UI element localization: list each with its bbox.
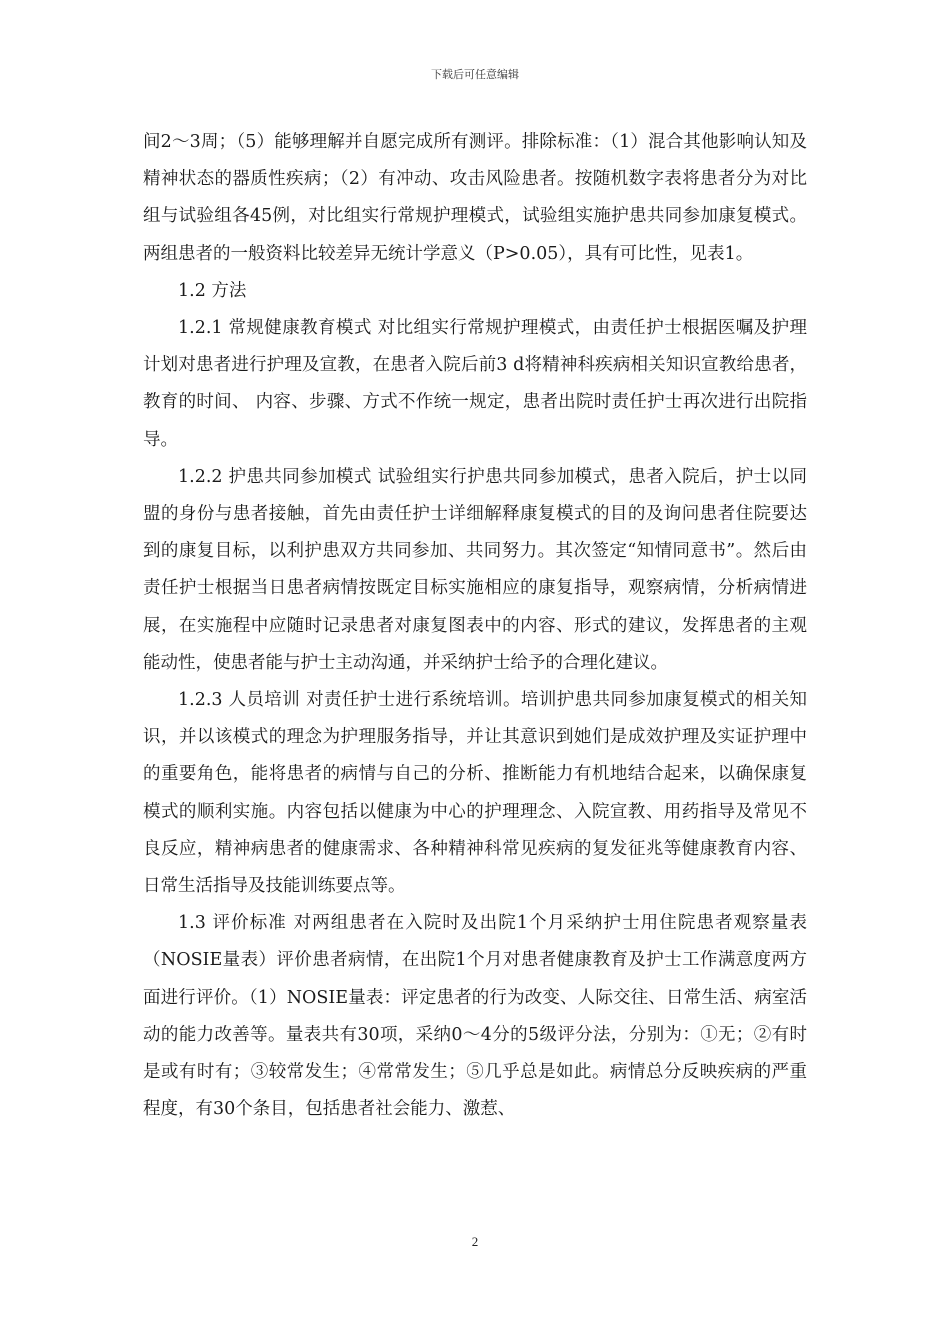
paragraph-continuation: 间2～3周；（5）能够理解并自愿完成所有测评。排除标准：（1）混合其他影响认知及精神状态的器质性疾病；（2）有冲动、攻击风险患者。按随机数字表将患者分为对比组与试验组各45例，对比组实行常规护理模式，试验组实施护患共同参加康复模式。两组患者的一般资料比较差异无统计学意义（P>0.05），具有可比性，见表1。 <box>143 132 807 264</box>
paragraph-staff-training: 1.2.3 人员培训 对责任护士进行系统培训。培训护患共同参加康复模式的相关知识，并以该模式的理念为护理服务指导，并让其意识到她们是成效护理及实证护理中的重要角色，能将患者的病情与自己的分析、推断能力有机地结合起来，以确保康复模式的顺利实施。内容包括以健康为中心的护理理念、入院宣教、用药指导及常见不良反应，精神病患者的健康需求、各种精神科常见疾病的复发征兆等健康教育内容、日常生活指导及技能训练要点等。 <box>143 690 807 897</box>
page-number: 2 <box>471 1234 479 1249</box>
page-header: 下载后可任意编辑 <box>431 68 519 81</box>
section-heading-methods: 1.2 方法 <box>178 280 247 301</box>
paragraph-joint-participation: 1.2.2 护患共同参加模式 试验组实行护患共同参加模式，患者入院后，护士以同盟的身份与患者接触，首先由责任护士详细解释康复模式的目的及询问患者住院要达到的康复目标，以利护患双方共同参加、共同努力。其次签定“知情同意书”。然后由责任护士根据当日患者病情按既定目标实施相应的康复指导，观察病情，分析病情进展，在实施程中应随时记录患者对康复图表中的内容、形式的建议，发挥患者的主观能动性，使患者能与护士主动沟通，并采纳护士给予的合理化建议。 <box>143 466 807 673</box>
paragraph-evaluation-criteria: 1.3 评价标准 对两组患者在入院时及出院1个月采纳护士用住院患者观察量表（NOSIE量表）评价患者病情，在出院1个月对患者健康教育及护士工作满意度两方面进行评价。（1）NOSIE量表：评定患者的行为改变、人际交往、日常生活、病室活动的能力改善等。量表共有30项，采纳0～4分的5级评分法，分别为：①无；②有时是或有时有；③较常发生；④常常发生；⑤几乎总是如此。病情总分反映疾病的严重程度，有30个条目，包括患者社会能力、激惹、 <box>143 913 807 1120</box>
document-body <box>143 124 807 1128</box>
paragraph-routine-education: 1.2.1 常规健康教育模式 对比组实行常规护理模式，由责任护士根据医嘱及护理计划对患者进行护理及宣教，在患者入院后前3 d将精神科疾病相关知识宣教给患者，教育的时间、 内容、步骤、方式不作统一规定，患者出院时责任护士再次进行出院指导。 <box>143 318 807 450</box>
